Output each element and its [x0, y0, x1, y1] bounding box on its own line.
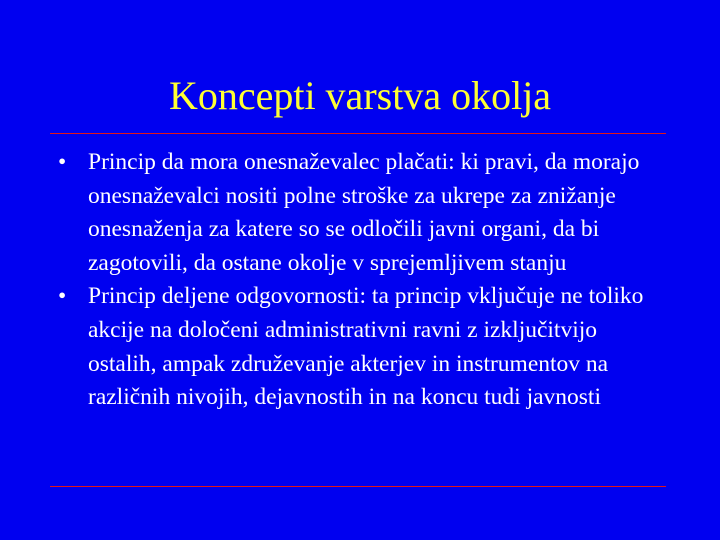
bullet-list — [58, 146, 670, 415]
bullet-text: Princip da mora onesnaževalec plačati: ki pravi, da morajo onesnaževalci nositi polne stroške za ukrepe za znižanje onesnaženja za katere so se odločili javni organi, da bi zagotovili, da ostane okolje v sprejemljivem stanju — [88, 149, 640, 276]
slide-title: Koncepti varstva okolja — [168, 73, 552, 118]
bottom-divider — [50, 486, 666, 487]
title-divider — [50, 133, 666, 134]
bullet-dot-icon: • — [58, 149, 67, 175]
bullet-item — [58, 280, 670, 414]
bullet-dot-icon: • — [58, 283, 67, 310]
bullet-text: Princip deljene odgovornosti: ta princip vključuje ne toliko akcije na določeni administrativni ravni z izključitvijo ostalih, ampak združevanje akterjev in instrumentov na različnih nivojih, dejavnostih in na koncu tudi javnosti — [88, 283, 644, 411]
bullet-item — [58, 146, 670, 280]
